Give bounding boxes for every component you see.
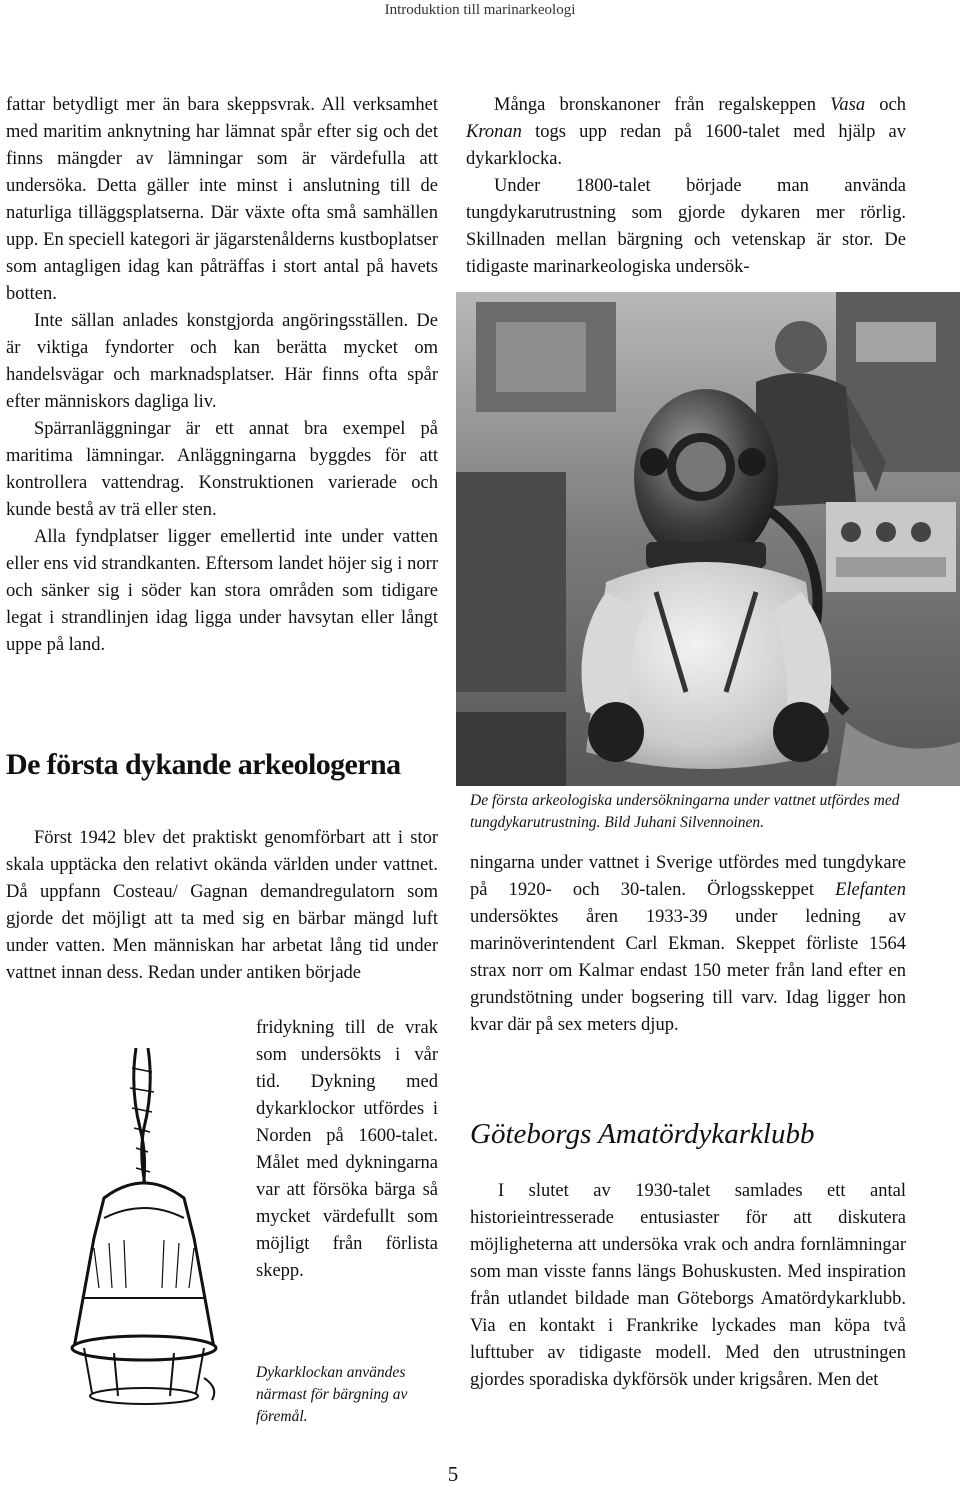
bell-caption: Dykarklockan användes närmast för bärgning av föremål. [256, 1364, 408, 1425]
paragraph: Först 1942 blev det praktiskt genomförbart att i stor skala upptäcka den relativt okända världen under vattnet. Då uppfann Costeau/ Gagnan demandregulatorn som gjorde det möjligt att ta med sig en bärbar mängd luft under vatten. Men människan har arbetat lång tid under vattnet innan dess. Redan under antiken började [6, 828, 438, 983]
ship-name-vasa: Vasa [830, 95, 866, 115]
text-run: undersöktes åren 1933-39 under ledning av marinöverintendent Carl Ekman. Skeppet förliste 1564 strax norr om Kalmar endast 150 meter från land efter en grundstötning under bogsering till varv. Idag ligger hon kvar där på sex meters djup. [470, 907, 906, 1035]
left-column-wrap [256, 1015, 438, 1285]
paragraph: Inte sällan anlades konstgjorda angöringsställen. De är viktiga fyndorter och kan berätta mycket om handelsvägar och marknadsplatser. Här finns ofta spår efter människors dagliga liv. [6, 311, 438, 412]
paragraph: I slutet av 1930-talet samlades ett antal historieintresserade entusiaster för att diskutera möjligheterna att undersöka vrak och andra fornlämningar som man visste fanns längs Bohuskusten. Med inspiration från utlandet bildade man Göteborgs Amatördykarklubb. Via en kontakt i Frankrike lyckades man köpa två lufttuber av tidigaste modell. Med den utrustningen gjordes sporadiska dykförsök under krigsåren. Men det [470, 1181, 906, 1390]
diver-photo [456, 292, 960, 786]
ship-name-elefanten: Elefanten [835, 880, 906, 900]
diving-bell-illustration [44, 1048, 244, 1408]
paragraph [466, 92, 906, 173]
left-column-bottom [6, 825, 438, 987]
paragraph: Spärranläggningar är ett annat bra exempel på maritima lämningar. Anläggningarna byggdes för att kontrollera vattendrag. Konstruktionen varierade och kunde bestå av trä eller sten. [6, 419, 438, 520]
text-run: ningarna under vattnet i Sverige utfördes med tungdykare på 1920- och 30-talen. Örlogsskeppet [470, 853, 906, 900]
left-column-top [6, 92, 438, 659]
photo-caption: De första arkeologiska undersökningarna under vattnet utfördes med tungdykarutrustning. Bild Juhani Silvennoinen. [470, 792, 900, 831]
section-heading: Göteborgs Amatördykarklubb [470, 1118, 815, 1150]
page-number: 5 [447, 1462, 459, 1486]
ship-name-kronan: Kronan [466, 122, 522, 142]
paragraph: fattar betydligt mer än bara skeppsvrak. All verksamhet med maritim anknytning har lämnat spår efter sig och det finns mängder av lämningar som är värdefulla att undersöka. Detta gäller inte minst i anslutning till de naturliga tilläggsplatserna. Där växte ofta små samhällen upp. En speciell kategori är jägarstenålderns kustboplatser som antagligen idag kan påträffas i stort antal på havets botten. [6, 95, 438, 304]
right-column-bottom [470, 850, 906, 1039]
paragraph: Alla fyndplatser ligger emellertid inte under vatten eller ens vid strandkanten. Eftersom landet höjer sig i norr och sänker sig i söder kan stora områden som tidigare legat i strandlinjen idag ligga under havsytan eller långt uppe på land. [6, 527, 438, 655]
paragraph: fridykning till de vrak som undersökts i vår tid. Dykning med dykarklockor utfördes i Norden på 1600-talet. Målet med dykningarna var att försöka bärga så mycket värdefullt som möjligt från förlista skepp. [256, 1018, 438, 1281]
right-column-top [466, 92, 906, 281]
paragraph [470, 850, 906, 1039]
running-header: Introduktion till marinarkeologi [384, 2, 576, 18]
section-heading: De första dykande arkeologerna [6, 748, 401, 781]
right-column-gbg [470, 1178, 906, 1394]
text-run: och [865, 95, 906, 115]
text-run: togs upp redan på 1600-talet med hjälp av dykarklocka. [466, 122, 906, 169]
text-run: Många bronskanoner från regalskeppen [494, 95, 831, 115]
paragraph: Under 1800-talet började man använda tungdykarutrustning som gjorde dykaren mer rörlig. Skillnaden mellan bärgning och vetenskap är stor. De tidigaste marinarkeologiska undersök- [466, 176, 906, 277]
